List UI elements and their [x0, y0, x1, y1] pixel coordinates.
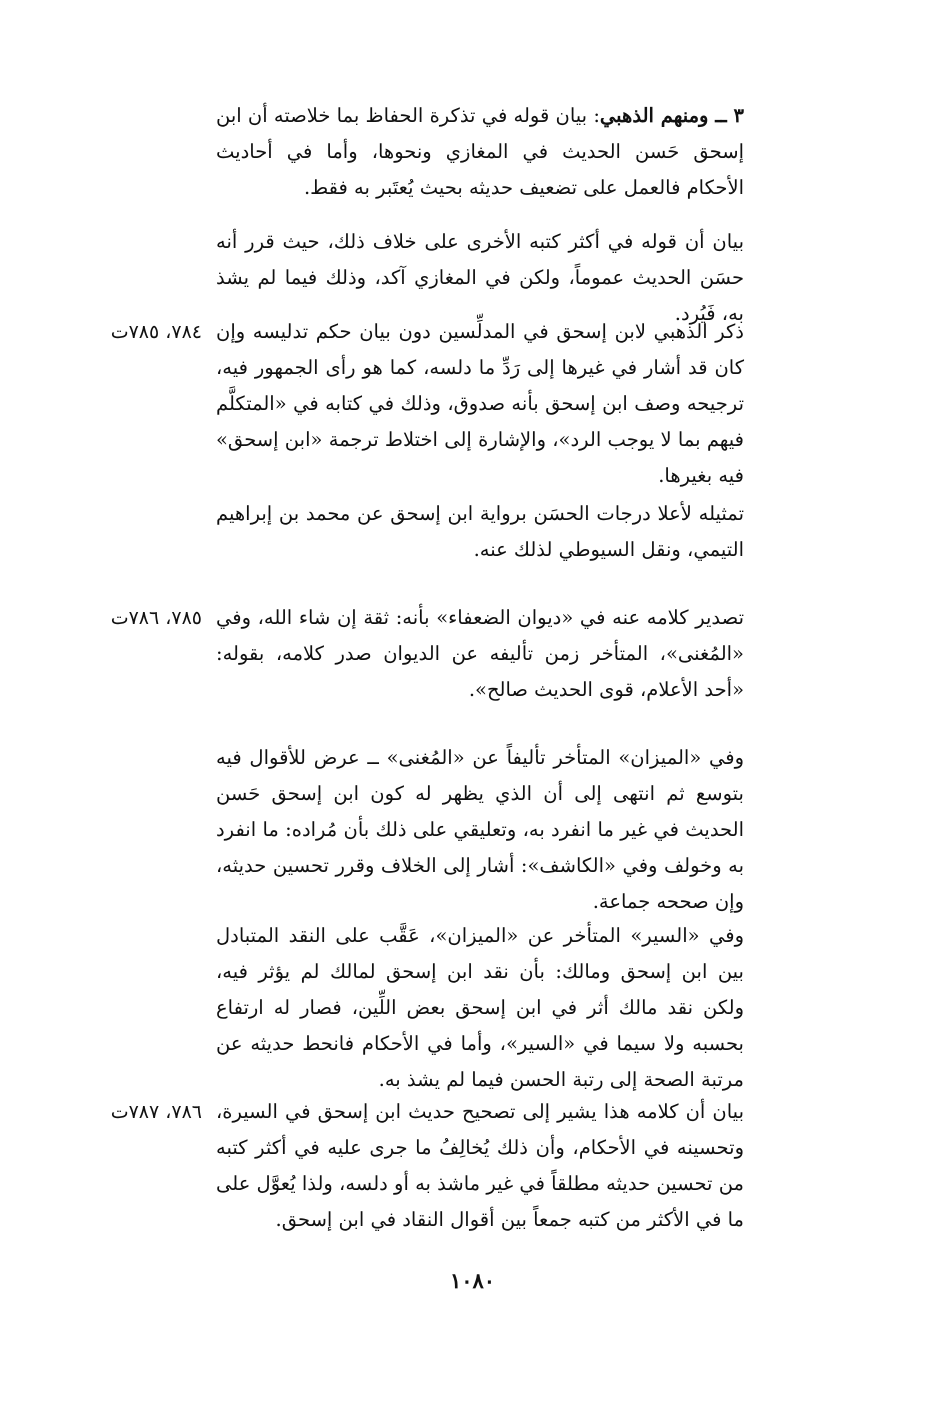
paragraph-dhahabi-intro	[216, 98, 744, 206]
paragraph-text: بيان أن كلامه هذا يشير إلى تصحيح حديث ابن إسحق في السيرة، وتحسينه في الأحكام، وأن ذلك يُخالِفُ ما جرى عليه في أكثر كتبه من تحسين حديثه مطلقاً في غير ماشذ به أو دلسه، ولذا يُعوَّل على ما في الأكثر من كتبه جمعاً بين أقوال النقاد في ابن إسحق.	[216, 1100, 744, 1231]
paragraph-text: وفي «الميزان» المتأخر تأليفاً عن «المُغنى» ــ عرض للأقوال فيه بتوسع ثم انتهى إلى أن الذي يظهر له كون ابن إسحق حَسن الحديث في غير ما انفرد به، وتعليقي على ذلك بأن مُراده: ما انفرد به وخولف وفي «الكاشف»: أشار إلى الخلاف وقرر تحسين حديثه، وإن صححه جماعة.	[216, 746, 744, 913]
section-lead: ٣ ــ ومنهم الذهبي	[599, 104, 744, 127]
paragraph-5	[216, 600, 744, 708]
reference-note: ٧٨٤، ٧٨٥ت	[110, 321, 202, 343]
paragraph-text: بيان أن قوله في أكثر كتبه الأخرى على خلاف ذلك، حيث قرر أنه حسَن الحديث عموماً، ولكن في المغازي آكد، وذلك فيما لم يشذ به، فَيُرد.	[216, 230, 744, 325]
paragraph-text: ذكر الذهبي لابن إسحق في المدلِّسين دون بيان حكم تدليسه وإن كان قد أشار في غيرها إلى رَدِّ ما دلسه، كما هو رأى الجمهور فيه، ترجيحه وصف ابن إسحق بأنه صدوق، وذلك في كتابه في «المتكلَّم فيهم بما لا يوجب الرد»، والإشارة إلى اختلاط ترجمة «ابن إسحق» فيه بغيرها.	[216, 320, 744, 487]
reference-note: ٧٨٦، ٧٨٧ت	[110, 1101, 202, 1123]
paragraph-text: تصدير كلامه عنه في «ديوان الضعفاء» بأنه: ثقة إن شاء الله، وفي «المُغنى»، المتأخر زمن تأليفه عن الديوان صدر كلامه، بقوله: «أحد الأعلام، قوى الحديث صالح».	[216, 606, 744, 701]
paragraph-text: وفي «السير» المتأخر عن «الميزان»، عَقَّب على النقد المتبادل بين ابن إسحق ومالك: بأن نقد ابن إسحق لمالك لم يؤثر فيه، ولكن نقد مالك أثر في ابن إسحق بعض اللِّين، فصار له ارتفاع بحسبه ولا سيما في «السير»، وأما في الأحكام فانحط حديثه عن مرتبة الصحة إلى رتبة الحسن فيما لم يشذ به.	[216, 924, 744, 1091]
paragraph-text: تمثيله لأعلا درجات الحسَن برواية ابن إسحق عن محمد بن إبراهيم التيمي، ونقل السيوطي لذلك عنه.	[216, 502, 744, 561]
paragraph-text: : بيان قوله في تذكرة الحفاظ بما خلاصته أن ابن إسحق حَسن الحديث في المغازي ونحوها، وأما في أحاديث الأحكام فالعمل على تضعيف حديثه بحيث يُعتَبر به فقط.	[216, 104, 744, 199]
paragraph-3	[216, 314, 744, 494]
paragraph-7	[216, 918, 744, 1098]
paragraph-8	[216, 1094, 744, 1238]
paragraph-4	[216, 496, 744, 568]
page-number: ١٠٨٠	[449, 1268, 496, 1293]
reference-note: ٧٨٥، ٧٨٦ت	[110, 607, 202, 629]
paragraph-6	[216, 740, 744, 920]
